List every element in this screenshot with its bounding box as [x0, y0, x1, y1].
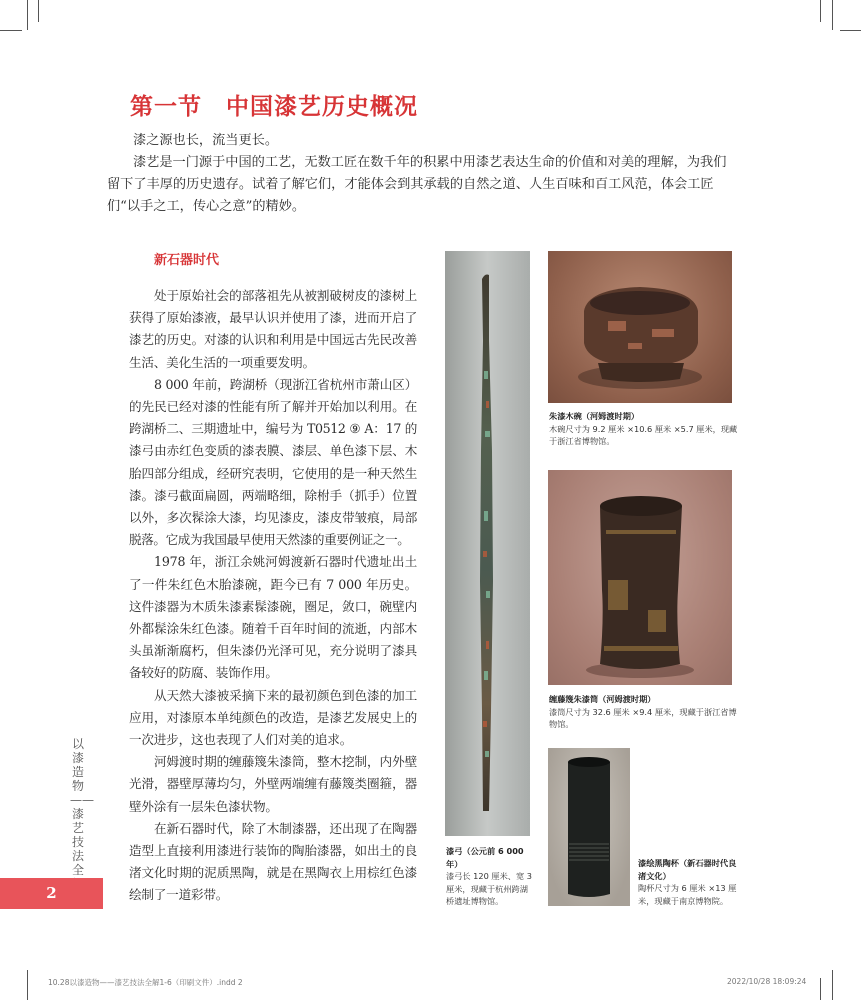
- crop-mark: [832, 0, 833, 30]
- crop-mark: [820, 978, 821, 1000]
- caption-title: 漆绘黑陶杯（新石器时代良渚文化）: [638, 858, 737, 881]
- footer-file-info: 10.28以漆造物——漆艺技法全解1-6（印刷文件）.indd 2: [48, 978, 243, 987]
- caption-text: 漆筒尺寸为 32.6 厘米 ×9.4 厘米，现藏于浙江省博物馆。: [549, 706, 737, 729]
- body-text: [129, 285, 417, 907]
- lacquer-bow-photo: [445, 251, 530, 836]
- caption-text: 木碗尺寸为 9.2 厘米 ×10.6 厘米 ×5.7 厘米，现藏于浙江省博物馆。: [549, 423, 738, 446]
- cup-caption: [638, 857, 738, 907]
- bowl-caption: [549, 410, 739, 448]
- pottery-cup-photo: [548, 748, 630, 906]
- crop-mark: [27, 970, 28, 1000]
- crop-mark: [27, 0, 28, 30]
- paragraph: 河姆渡时期的缠藤篾朱漆筒，整木挖制，内外壁光滑，器壁厚薄均匀，外壁两端缠有藤篾类圈箍，器壁外涂有一层朱色漆状物。: [129, 754, 417, 814]
- crop-mark: [0, 30, 22, 31]
- caption-text: 漆弓长 120 厘米、宽 3 厘米，现藏于杭州跨湖桥遗址博物馆。: [446, 871, 532, 906]
- lacquer-tube-photo: [548, 470, 732, 685]
- paragraph: 处于原始社会的部落祖先从被割破树皮的漆树上获得了原始漆液，最早认识并使用了漆，进而开启了漆艺的历史。对漆的认识和利用是中国远古先民改善生活、美化生活的一项重要发明。: [129, 288, 417, 370]
- bow-caption: [446, 845, 536, 908]
- caption-title: 朱漆木碗（河姆渡时期）: [549, 411, 640, 421]
- caption-text: 陶杯尺寸为 6 厘米 ×13 厘米，现藏于南京博物院。: [638, 883, 737, 906]
- intro-line: 漆之源也长，流当更长。: [133, 133, 279, 148]
- crop-mark: [832, 970, 833, 1000]
- caption-title: 缠藤篾朱漆筒（河姆渡时期）: [549, 694, 656, 704]
- book-title-vertical: 以漆造物——漆艺技法全: [70, 737, 94, 877]
- lacquer-bowl-photo: [548, 251, 732, 403]
- crop-mark: [38, 0, 39, 22]
- paragraph: 1978 年，浙江余姚河姆渡新石器时代遗址出土了一件朱红色木胎漆碗，距今已有 7 000 年历史。这件漆器为木质朱漆素髹漆碗，圈足，敛口，碗壁内外都髹涂朱红色漆。随着千百年时间的流逝，内部木头虽渐渐腐朽，但朱漆仍光泽可见，充分说明了漆具备较好的防腐、装饰作用。: [129, 554, 417, 681]
- intro: [107, 130, 737, 218]
- tube-caption: [549, 693, 739, 731]
- page-number: 2: [0, 878, 103, 909]
- caption-title: 漆弓（公元前 6 000 年）: [446, 846, 524, 869]
- section-heading: 新石器时代: [154, 253, 220, 268]
- intro-paragraph: 漆艺是一门源于中国的工艺，无数工匠在数千年的积累中用漆艺表达生命的价值和对美的理解，为我们留下了丰厚的历史遗存。试着了解它们，才能体会到其承载的自然之道、人生百味和百工风范，体会工匠们“以手之工，传心之意”的精妙。: [107, 155, 727, 214]
- paragraph: 从天然大漆被采摘下来的最初颜色到色漆的加工应用，对漆原本单纯颜色的改造，是漆艺发展史上的一次进步，这也表现了人们对美的追求。: [129, 687, 417, 748]
- crop-mark: [840, 30, 861, 31]
- paragraph: 在新石器时代，除了木制漆器，还出现了在陶器造型上直接利用漆进行装饰的陶胎漆器，如出土的良渚文化时期的泥质黑陶，就是在黑陶衣上用棕红色漆绘制了一道彩带。: [129, 820, 417, 903]
- footer-timestamp: 2022/10/28 18:09:24: [727, 977, 807, 986]
- crop-mark: [820, 0, 821, 22]
- paragraph: 8 000 年前，跨湖桥（现浙江省杭州市萧山区）的先民已经对漆的性能有所了解并开始加以利用。在跨湖桥二、三期遗址中，编号为 T0512 ⑨ A：17 的漆弓由赤红色变质的漆表膜、漆层、单色漆下层、木胎四部分组成，经研究表明，它使用的是一种天然生漆。漆弓截面扁圆，两端略细，除柎手（抓手）位置以外，多次髹涂大漆，均见漆皮，漆皮带皱痕，局部脱落。它成为我国最早使用天然漆的重要例证之一。: [129, 376, 417, 548]
- page-title: 第一节 中国漆艺历史概况: [130, 94, 418, 120]
